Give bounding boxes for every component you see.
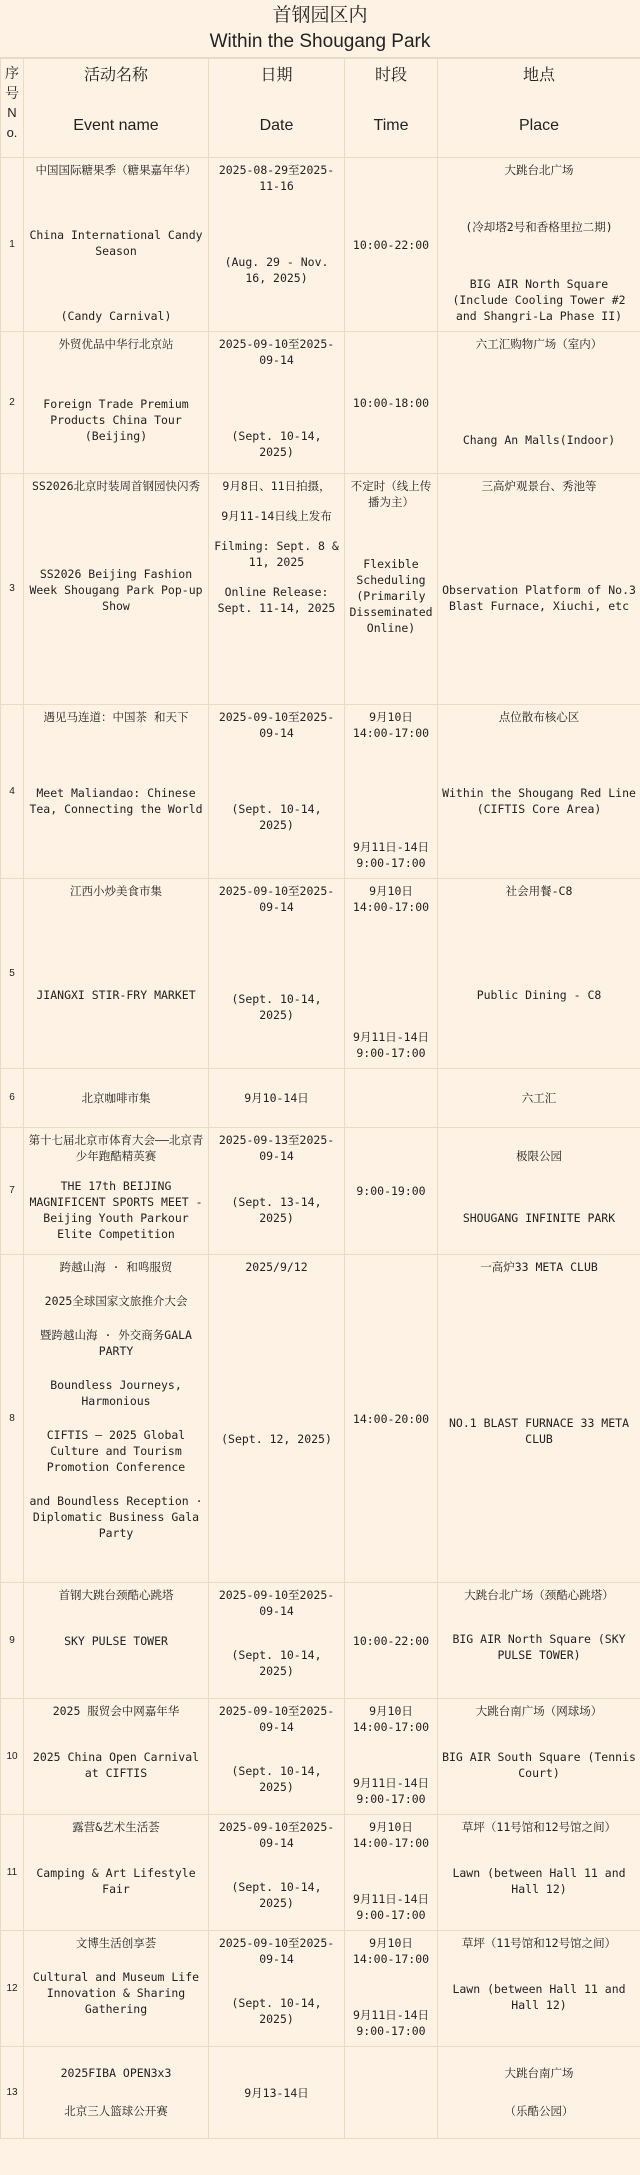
table-row	[1, 474, 640, 705]
event-place: 六工汇	[438, 1069, 640, 1128]
table-row	[1, 1931, 640, 2047]
event-name: 外贸优品中华行北京站 Foreign Trade Premium Products China Tour (Beijing)	[24, 332, 209, 474]
event-name: 2025 服贸会中网嘉年华 2025 China Open Carnival at CIFTIS	[24, 1699, 209, 1815]
event-name: SS2026北京时装周首钢园快闪秀 SS2026 Beijing Fashion Week Shougang Park Pop-up Show	[24, 474, 209, 705]
event-place: 大跳台南广场 （乐酷公园）	[438, 2047, 640, 2139]
row-number: 13	[1, 2047, 24, 2139]
event-date: 2025-09-10至2025-09-14 (Sept. 10-14, 2025)	[209, 1815, 345, 1931]
event-place: 社会用餐-C8 Public Dining - C8	[438, 879, 640, 1069]
event-time: 9:00-19:00	[345, 1128, 438, 1255]
row-number: 9	[1, 1583, 24, 1699]
table-row	[1, 1815, 640, 1931]
row-number: 5	[1, 879, 24, 1069]
row-number: 1	[1, 158, 24, 332]
event-time: 10:00-22:00	[345, 1583, 438, 1699]
row-number: 3	[1, 474, 24, 705]
event-name: 2025FIBA OPEN3x3 北京三人篮球公开赛	[24, 2047, 209, 2139]
header-row	[1, 59, 640, 158]
event-place: 极限公园 SHOUGANG INFINITE PARK	[438, 1128, 640, 1255]
title-zh: 首钢园区内	[272, 5, 368, 26]
event-name: 首钢大跳台颈酷心跳塔 SKY PULSE TOWER	[24, 1583, 209, 1699]
event-time: 9月10日 14:00-17:00 9月11日-14日 9:00-17:00	[345, 1699, 438, 1815]
event-name: 露营&艺术生活荟 Camping & Art Lifestyle Fair	[24, 1815, 209, 1931]
event-place: 大跳台北广场 (冷却塔2号和香格里拉二期) BIG AIR North Square (Include Cooling Tower #2 and Shangri-La Phase II)	[438, 158, 640, 332]
event-name: 第十七届北京市体育大会——北京青少年跑酷精英赛 THE 17th BEIJING MAGNIFICENT SPORTS MEET - Beijing Youth Parkour Elite Competition	[24, 1128, 209, 1255]
header-place: 地点 Place	[438, 59, 640, 158]
header-no: 序号 No.	[1, 59, 24, 158]
event-name: 江西小炒美食市集 JIANGXI STIR-FRY MARKET	[24, 879, 209, 1069]
row-number: 10	[1, 1699, 24, 1815]
event-place: 六工汇购物广场（室内） Chang An Malls(Indoor)	[438, 332, 640, 474]
event-date: 2025-09-10至2025-09-14 (Sept. 10-14, 2025)	[209, 1699, 345, 1815]
header-date: 日期 Date	[209, 59, 345, 158]
event-time: 9月10日 14:00-17:00 9月11日-14日 9:00-17:00	[345, 879, 438, 1069]
event-name: 中国国际糖果季（糖果嘉年华） China International Candy Season (Candy Carnival)	[24, 158, 209, 332]
table-row	[1, 1069, 640, 1128]
event-place: 一高炉33 META CLUB NO.1 BLAST FURNACE 33 META CLUB	[438, 1255, 640, 1583]
table-row	[1, 158, 640, 332]
event-time	[345, 2047, 438, 2139]
events-table	[0, 58, 640, 2139]
table-row	[1, 2047, 640, 2139]
row-number: 4	[1, 705, 24, 879]
event-date: 2025-09-13至2025-09-14 (Sept. 13-14, 2025)	[209, 1128, 345, 1255]
event-time: 9月10日 14:00-17:00 9月11日-14日 9:00-17:00	[345, 705, 438, 879]
event-name: 文博生活创享荟 Cultural and Museum Life Innovation & Sharing Gathering	[24, 1931, 209, 2047]
event-time	[345, 1069, 438, 1128]
event-name: 跨越山海 · 和鸣服贸 2025全球国家文旅推介大会 暨跨越山海 · 外交商务GALA PARTY Boundless Journeys, Harmonious CIFTIS — 2025 Global Culture and Tourism Promotion Conference and Boundless Reception · Diplomatic Business Gala Party	[24, 1255, 209, 1583]
event-date: 2025-09-10至2025-09-14 (Sept. 10-14, 2025)	[209, 705, 345, 879]
event-place: 大跳台北广场（颈酷心跳塔） BIG AIR North Square (SKY PULSE TOWER)	[438, 1583, 640, 1699]
table-row	[1, 332, 640, 474]
header-time: 时段 Time	[345, 59, 438, 158]
event-date: 2025-09-10至2025-09-14 (Sept. 10-14, 2025)	[209, 1931, 345, 2047]
row-number: 12	[1, 1931, 24, 2047]
event-time: 9月10日 14:00-17:00 9月11日-14日 9:00-17:00	[345, 1931, 438, 2047]
row-number: 11	[1, 1815, 24, 1931]
row-number: 7	[1, 1128, 24, 1255]
table-row	[1, 705, 640, 879]
table-row	[1, 879, 640, 1069]
table-row	[1, 1255, 640, 1583]
event-place: 点位散布核心区 Within the Shougang Red Line (CIFTIS Core Area)	[438, 705, 640, 879]
event-name: 遇见马连道：中国茶 和天下 Meet Maliandao: Chinese Tea, Connecting the World	[24, 705, 209, 879]
page-title	[0, 0, 640, 58]
event-time: 9月10日 14:00-17:00 9月11日-14日 9:00-17:00	[345, 1815, 438, 1931]
header-name: 活动名称 Event name	[24, 59, 209, 158]
table-row	[1, 1699, 640, 1815]
row-number: 8	[1, 1255, 24, 1583]
table-row	[1, 1583, 640, 1699]
event-date: 2025-09-10至2025-09-14 (Sept. 10-14, 2025)	[209, 879, 345, 1069]
event-date: 9月10-14日	[209, 1069, 345, 1128]
event-name: 北京咖啡市集	[24, 1069, 209, 1128]
event-time: 不定时（线上传播为主） Flexible Scheduling (Primarily Disseminated Online)	[345, 474, 438, 705]
event-time: 14:00-20:00	[345, 1255, 438, 1583]
event-time: 10:00-18:00	[345, 332, 438, 474]
event-place: 草坪（11号馆和12号馆之间） Lawn (between Hall 11 and Hall 12)	[438, 1815, 640, 1931]
event-date: 2025/9/12 (Sept. 12, 2025)	[209, 1255, 345, 1583]
event-place: 大跳台南广场（网球场） BIG AIR South Square (Tennis Court)	[438, 1699, 640, 1815]
event-date: 2025-09-10至2025-09-14 (Sept. 10-14, 2025)	[209, 1583, 345, 1699]
event-date: 9月8日、11日拍摄， 9月11-14日线上发布 Filming: Sept. 8 & 11, 2025 Online Release: Sept. 11-14, 2025	[209, 474, 345, 705]
event-date: 2025-09-10至2025-09-14 (Sept. 10-14, 2025)	[209, 332, 345, 474]
event-date: 9月13-14日	[209, 2047, 345, 2139]
table-row	[1, 1128, 640, 1255]
event-time: 10:00-22:00	[345, 158, 438, 332]
row-number: 6	[1, 1069, 24, 1128]
event-place: 草坪（11号馆和12号馆之间） Lawn (between Hall 11 and Hall 12)	[438, 1931, 640, 2047]
event-date: 2025-08-29至2025-11-16 (Aug. 29 - Nov. 16, 2025)	[209, 158, 345, 332]
row-number: 2	[1, 332, 24, 474]
title-en: Within the Shougang Park	[209, 31, 431, 52]
event-place: 三高炉观景台、秀池等 Observation Platform of No.3 Blast Furnace, Xiuchi, etc	[438, 474, 640, 705]
